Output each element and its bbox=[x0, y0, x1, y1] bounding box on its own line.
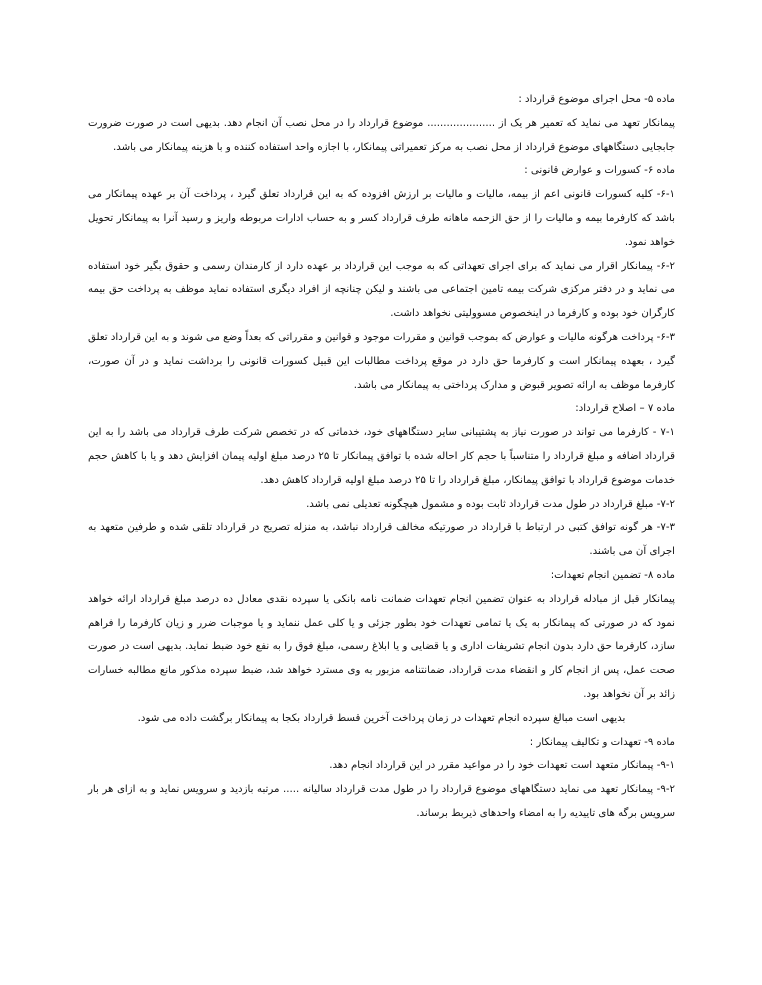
clause-6-2: ۶-۲- پیمانکار اقرار می نماید که برای اجرای تعهداتی که به موجب این قرارداد بر عهده دارد از کارمندان رسمی و حقوق بگیر خود استفاده می نماید و در دفتر مرکزی شرکت بیمه تامین اجتماعی می باشند و لیکن چنانچه از افراد دیگری استفاده نماید موظف به پرداخت حق بیمه کارگران خود بوده و کارفرما در اینخصوص مسوولیتی نخواهد داشت. bbox=[88, 260, 675, 320]
article-8-note: بدیهی است مبالغ سپرده انجام تعهدات در زمان پرداخت آخرین قسط قرارداد بکجا به پیمانکار برگشت داده می شود. bbox=[137, 712, 626, 724]
clause-9-2: ۹-۲- پیمانکار تعهد می نماید دستگاههای موضوع قرارداد را در طول مدت قرارداد سالیانه ..... مرتبه بازدید و سرویس نماید و به ازای هر بار سرویس برگه های تاییدیه را به امضاء واحدهای ذیربط برساند. bbox=[88, 784, 675, 819]
article-7-heading: ماده ۷ – اصلاح قرارداد: bbox=[575, 403, 675, 415]
clause-7-3: ۷-۳- هر گونه توافق کتبی در ارتباط با قرارداد در صورتیکه مخالف قرارداد نباشد، به منزله تصریح در قرارداد تلقی شده و طرفین متعهد به اجرای آن می باشند. bbox=[88, 522, 675, 558]
article-5-heading: ماده ۵- محل اجرای موضوع قرارداد : bbox=[518, 94, 675, 105]
article-6-heading: ماده ۶- کسورات و عوارض قانونی : bbox=[524, 165, 675, 177]
clause-6-3: ۶-۳- پرداخت هرگونه مالیات و عوارض که بموجب قوانین و مقررات موجود و قوانین و مقرراتی که بعداً وضع می شوند و به این قرارداد تعلق گیرد ، بعهده پیمانکار است و کارفرما حق دارد در موقع پرداخت مطالبات این قبیل کسورات قانونی را برداشت نماید و در آن صورت، کارفرما موظف به ارائه تصویر قبوض و مدارک پرداختی به پیمانکار می باشد. bbox=[88, 331, 675, 391]
article-8-body: پیمانکار قبل از مبادله قرارداد به عنوان تضمین انجام تعهدات ضمانت نامه بانکی یا سپرده نقدی معادل ده درصد مبلغ قرارداد ارائه خواهد نمود که در صورتی که پیمانکار به یک یا تمامی تعهدات خود بطور جزئی و یا کلی عمل ننماید و یا موجبات ضرر و زیان کارفرما را فراهم سازد، کارفرما حق دارد بدون انجام تشریفات اداری و یا قضایی و یا ابلاغ رسمی، مبلغ فوق را به نفع خود ضبط نماید. بدیهی است در صورت صحت عمل، پس از انجام کار و انقضاء مدت قرارداد، ضمانتنامه مزبور به وی مسترد خواهد شد، ضبط سپرده مذکور مانع مطالبه خسارات زائد بر آن نخواهد بود. bbox=[88, 593, 675, 700]
article-9-heading: ماده ۹- تعهدات و تکالیف پیمانکار : bbox=[529, 736, 675, 748]
clause-7-1: ۷-۱ - کارفرما می تواند در صورت نیاز به پشتیبانی سایر دستگاههای خود، خدماتی که در تخصص شرکت طرف قرارداد می باشد را به این قرارداد اضافه و مبلغ قرارداد را متناسباً با حجم کار احاله شده با توافق پیمانکار تا ۲۵ درصد مبلغ اولیه پیمان افزایش دهد و یا با کاهش حجم خدمات موضوع قرارداد با توافق پیمانکار، مبلغ قرارداد را تا ۲۵ درصد مبلغ اولیه قرارداد کاهش دهد. bbox=[88, 427, 675, 486]
clause-9-1: ۹-۱- پیمانکار متعهد است تعهدات خود را در مواعید مقرر در این قرارداد انجام دهد. bbox=[329, 760, 675, 772]
document-page bbox=[88, 88, 675, 826]
clause-7-2: ۷-۲- مبلغ قرارداد در طول مدت قرارداد ثابت بوده و مشمول هیچگونه تعدیلی نمی باشد. bbox=[306, 498, 675, 510]
article-8-heading: ماده ۸- تضمین انجام تعهدات: bbox=[550, 569, 675, 581]
article-5-body: پیمانکار تعهد می نماید که تعمیر هر یک از ..................... موضوع قرارداد را در محل نصب آن انجام دهد. بدیهی است در صورت ضرورت جابجایی دستگاههای موضوع قرارداد از محل نصب به مرکز تعمیراتی پیمانکار، با اجازه واحد استفاده کننده و با هزینه پیمانکار می باشد. bbox=[88, 117, 675, 153]
clause-6-1: ۶-۱- کلیه کسورات قانونی اعم از بیمه، مالیات و مالیات بر ارزش افزوده که به این قرارداد تعلق گیرد ، پرداخت آن بر عهده پیمانکار می باشد که کارفرما بیمه و مالیات را از حق الزحمه ماهانه طرف قرارداد کسر و به حساب ادارات مربوطه واریز و رسید آنرا به پیمانکار تحویل خواهد نمود. bbox=[88, 189, 675, 248]
